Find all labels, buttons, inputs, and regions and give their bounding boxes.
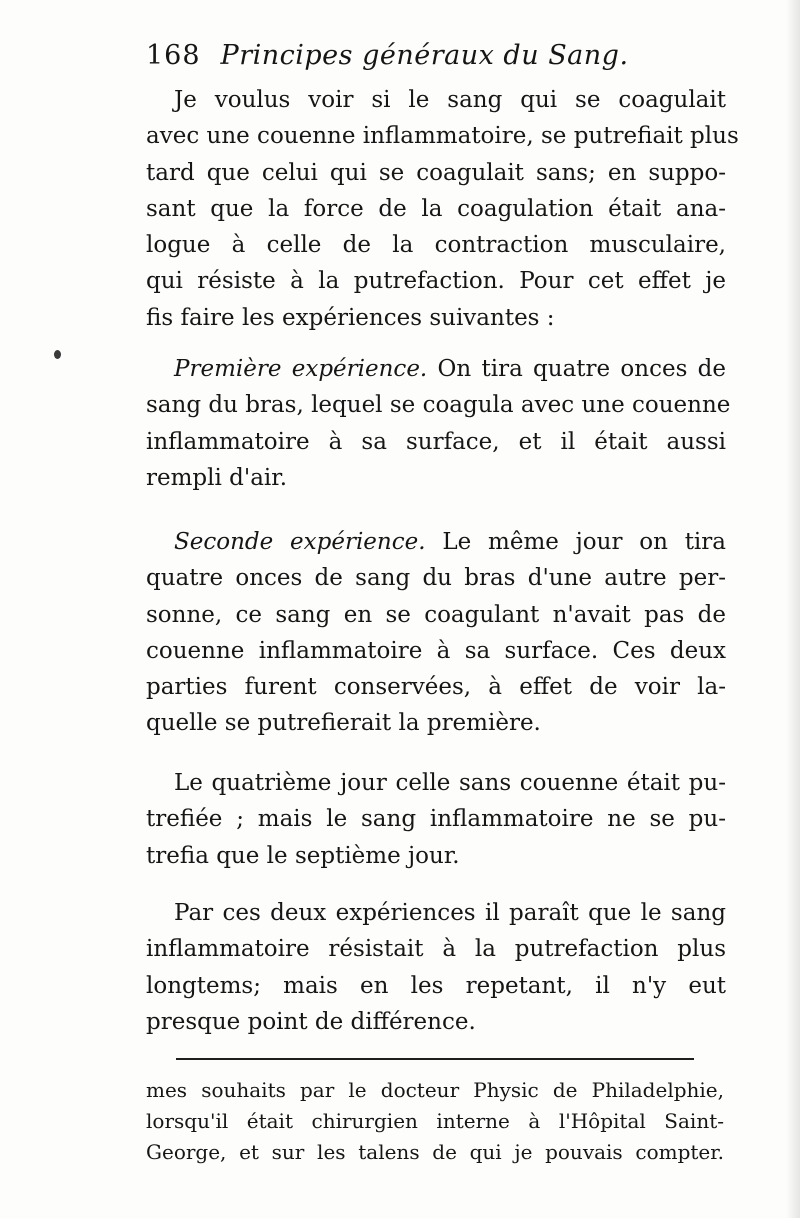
- text-line: sant que la force de la coagulation était ana-: [146, 195, 726, 222]
- running-header: [146, 40, 666, 84]
- text-line: trefiée ; mais le sang inflammatoire ne se pu-: [146, 806, 726, 833]
- text-line: quatre onces de sang du bras d'une autre per-: [146, 565, 726, 592]
- text-line: [146, 524, 726, 560]
- text-run: On tira quatre onces de: [437, 356, 727, 382]
- text-line: parties furent conservées, à effet de voir la-: [146, 674, 726, 701]
- running-title: Principes généraux du Sang.: [220, 40, 629, 71]
- text-line: presque point de différence.: [146, 1008, 476, 1035]
- text-line: qui résiste à la putrefaction. Pour cet effet je: [146, 268, 726, 295]
- text-line: Par ces deux expériences il paraît que le sang: [174, 900, 726, 926]
- footnote-line: George, et sur les talens de qui je pouvais compter.: [146, 1140, 724, 1164]
- experiment-heading: Première expérience.: [174, 356, 428, 382]
- text-line: inflammatoire résistait à la putrefaction plus: [146, 936, 726, 963]
- text-line: Le quatrième jour celle sans couenne était pu-: [174, 770, 726, 796]
- text-line: fis faire les expériences suivantes :: [146, 304, 555, 331]
- text-run: Le même jour on tira: [442, 529, 726, 555]
- text-line: longtems; mais en les repetant, il n'y eut: [146, 972, 726, 999]
- text-line: trefia que le septième jour.: [146, 842, 460, 869]
- paragraph-1: [146, 82, 739, 336]
- paragraph-4: [146, 765, 726, 874]
- page-edge-shadow: [786, 0, 800, 1218]
- experiment-heading: Seconde expérience.: [174, 529, 426, 555]
- text-line: sang du bras, lequel se coagula avec une couenne: [146, 392, 731, 419]
- footnote-rule: [176, 1058, 694, 1060]
- text-line: rempli d'air.: [146, 464, 288, 491]
- page-number: 168: [146, 40, 201, 71]
- paragraph-3: [146, 524, 726, 742]
- text-line: Je voulus voir si le sang qui se coagulait: [174, 87, 726, 113]
- text-line: sonne, ce sang en se coagulant n'avait pas de: [146, 601, 726, 628]
- footnote-line: lorsqu'il était chirurgien interne à l'Hôpital Saint-: [146, 1109, 724, 1133]
- text-line: quelle se putrefierait la première.: [146, 710, 541, 737]
- ink-speck: [54, 350, 61, 359]
- paragraph-2: [146, 351, 731, 496]
- text-line: [146, 351, 726, 387]
- text-line: couenne inflammatoire à sa surface. Ces deux: [146, 637, 726, 664]
- paragraph-5: [146, 895, 726, 1040]
- text-line: inflammatoire à sa surface, et il était aussi: [146, 428, 726, 455]
- text-line: avec une couenne inflammatoire, se putrefiait plus: [146, 123, 739, 150]
- footnote: [146, 1075, 724, 1168]
- text-line: tard que celui qui se coagulait sans; en suppo-: [146, 159, 726, 186]
- text-line: logue à celle de la contraction musculaire,: [146, 232, 726, 259]
- footnote-line: mes souhaits par le docteur Physic de Philadelphie,: [146, 1078, 724, 1102]
